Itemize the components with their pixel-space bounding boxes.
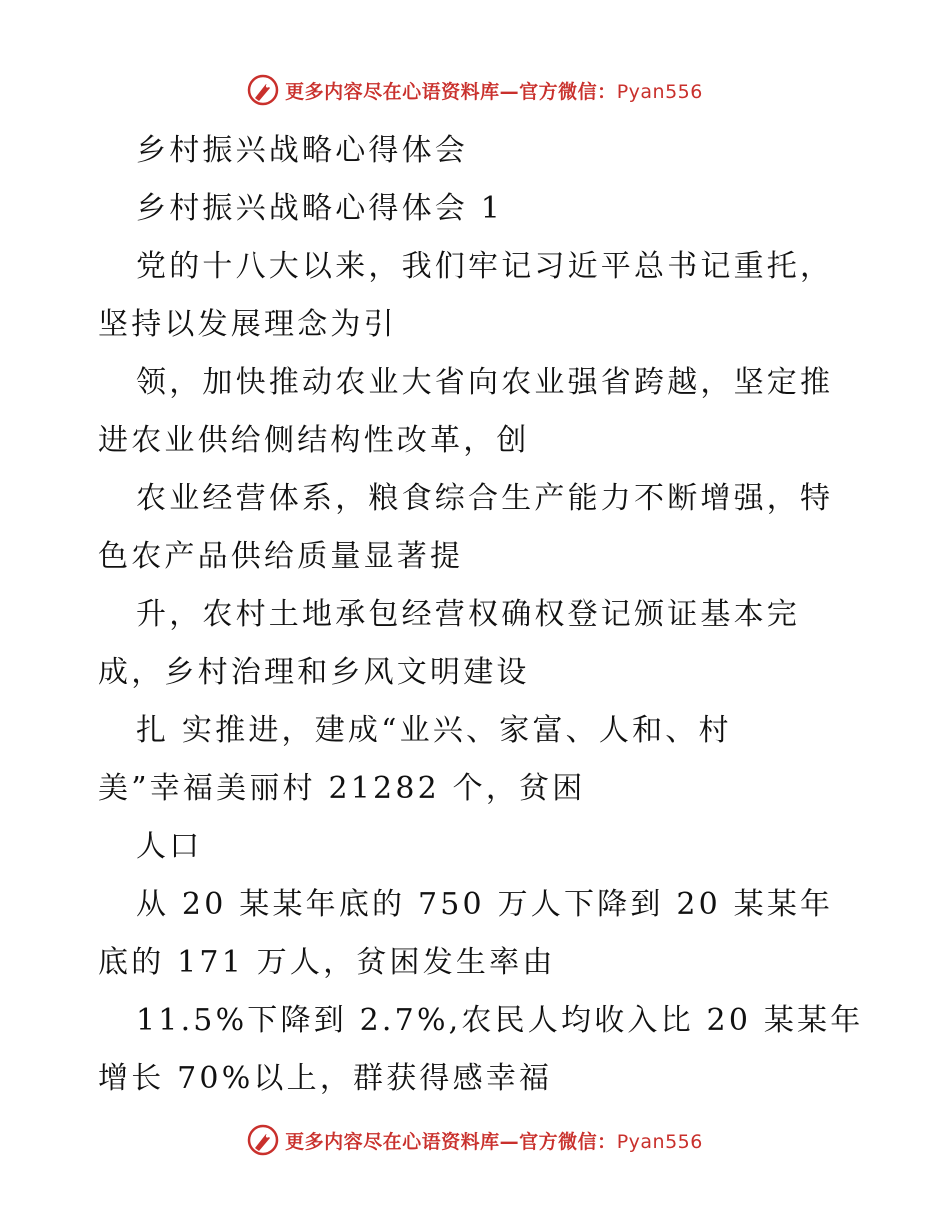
- doc-line: 扎 实推进，建成“业兴、家富、人和、村: [136, 713, 732, 748]
- footer-watermark: [0, 1120, 950, 1160]
- doc-line: 人口: [136, 829, 203, 864]
- official-text: 官方微信：: [519, 1130, 617, 1153]
- doc-line: 升，农村土地承包经营权确权登记颁证基本完: [136, 597, 800, 632]
- wechat-id: Pyan556: [616, 1130, 703, 1153]
- separator: —: [499, 1130, 520, 1153]
- brand-text: 更多内容尽在心语资料库: [285, 1130, 500, 1153]
- doc-line: 增长 70%以上，群获得感幸福: [98, 1061, 553, 1096]
- doc-line: 11.5%下降到 2.7%,农民人均收入比 20 某某年: [136, 1003, 864, 1038]
- official-text: 官方微信：: [519, 80, 617, 103]
- separator: —: [499, 80, 520, 103]
- header-watermark-text: [285, 77, 703, 104]
- doc-line: 坚持以发展理念为引: [98, 307, 397, 342]
- footer-watermark-text: [285, 1127, 703, 1154]
- doc-line: 进农业供给侧结构性改革，创: [98, 423, 530, 458]
- pen-nib-logo-icon: [247, 1124, 279, 1156]
- brand-text: 更多内容尽在心语资料库: [285, 80, 500, 103]
- doc-line: 农业经营体系，粮食综合生产能力不断增强，特: [136, 481, 834, 516]
- header-watermark: [0, 70, 950, 110]
- doc-line: 领，加快推动农业大省向农业强省跨越，坚定推: [136, 365, 834, 400]
- doc-line: 党的十八大以来，我们牢记习近平总书记重托，: [136, 249, 834, 284]
- doc-line: 美”幸福美丽村 21282 个，贫困: [98, 771, 586, 806]
- doc-line: 色农产品供给质量显著提: [98, 539, 464, 574]
- doc-line: 乡村振兴战略心得体会 1: [136, 191, 504, 226]
- doc-line: 成，乡村治理和乡风文明建设: [98, 655, 530, 690]
- doc-line: 底的 171 万人，贫困发生率由: [98, 945, 556, 980]
- doc-line: 乡村振兴战略心得体会: [136, 133, 468, 168]
- pen-nib-logo-icon: [247, 74, 279, 106]
- document-body: [98, 122, 868, 1108]
- doc-line: 从 20 某某年底的 750 万人下降到 20 某某年: [136, 887, 834, 922]
- wechat-id: Pyan556: [616, 80, 703, 103]
